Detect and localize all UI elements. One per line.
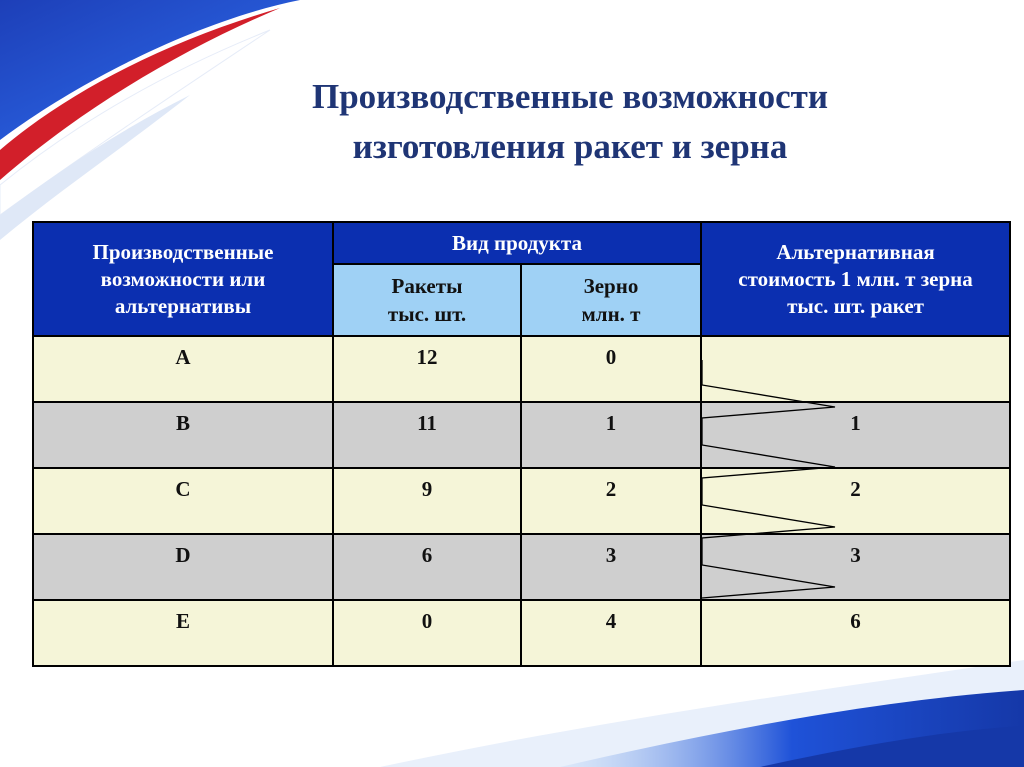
table-row	[33, 468, 1010, 534]
table-row	[33, 600, 1010, 666]
cell-grain: 0	[521, 336, 701, 402]
cell-alternative: A	[33, 336, 333, 402]
cell-opportunity-cost: 6	[701, 600, 1010, 666]
cell-alternative: C	[33, 468, 333, 534]
slide-title-line-2: изготовления ракет и зерна	[352, 127, 788, 166]
production-possibilities-table	[32, 221, 1011, 667]
slide-title-line-1: Производственные возможности	[311, 77, 829, 116]
cell-grain: 3	[521, 534, 701, 600]
cell-grain: 4	[521, 600, 701, 666]
header-alternatives: Производственные возможности или альтернативы	[33, 222, 333, 336]
cell-opportunity-cost: 2	[701, 468, 1010, 534]
cell-opportunity-cost: 1	[701, 402, 1010, 468]
table-row	[33, 336, 1010, 402]
header-grain: Зерно млн. т	[521, 264, 701, 336]
cell-rockets: 11	[333, 402, 521, 468]
cell-alternative: D	[33, 534, 333, 600]
cell-opportunity-cost: 3	[701, 534, 1010, 600]
cell-opportunity-cost	[701, 336, 1010, 402]
header-rockets: Ракеты тыс. шт.	[333, 264, 521, 336]
header-opportunity-cost: Альтернативная стоимость 1 млн. т зерна тыс. шт. ракет	[701, 222, 1010, 336]
table-row	[33, 402, 1010, 468]
table-row	[33, 534, 1010, 600]
cell-rockets: 0	[333, 600, 521, 666]
cell-rockets: 6	[333, 534, 521, 600]
bottom-right-swoosh	[380, 660, 1024, 767]
cell-alternative: B	[33, 402, 333, 468]
slide-title	[200, 72, 940, 172]
cell-grain: 2	[521, 468, 701, 534]
cell-rockets: 9	[333, 468, 521, 534]
cell-alternative: E	[33, 600, 333, 666]
cell-rockets: 12	[333, 336, 521, 402]
header-product-type: Вид продукта	[333, 222, 701, 264]
cell-grain: 1	[521, 402, 701, 468]
